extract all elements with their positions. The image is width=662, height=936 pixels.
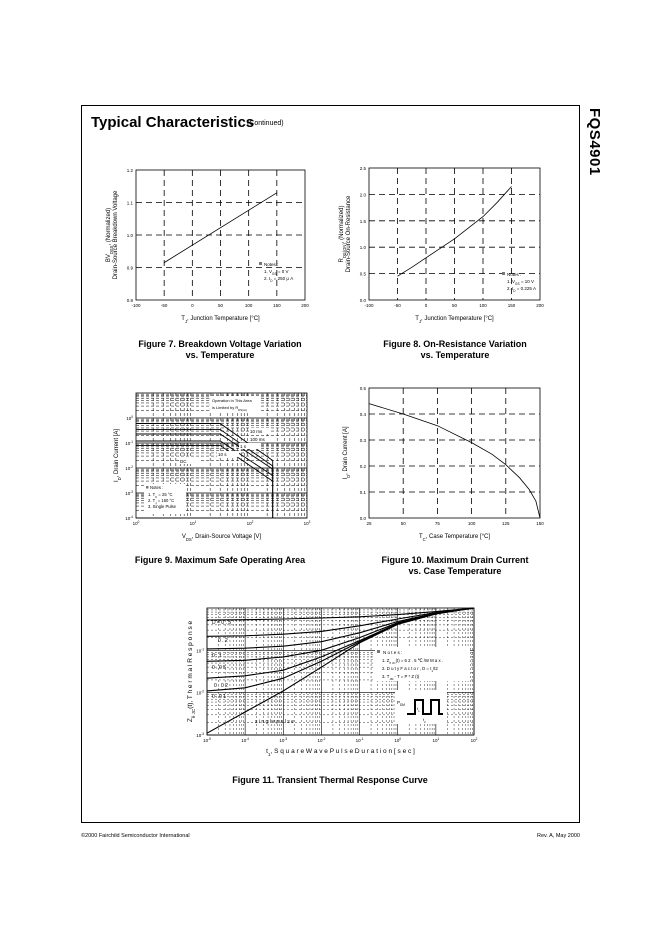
line-label: 10 ms — [250, 429, 263, 434]
figure-8-chart — [335, 160, 565, 340]
note-line: 2. D u t y F a c t o r , $D = t_1/t2$ — [382, 666, 438, 673]
note-line: 1. $Z_{\theta JC}(t) = 6$ 2 . 5 ℃ /W M a x . — [382, 658, 444, 665]
y-tick-label: 0.2 — [359, 464, 366, 469]
y-tick-label: $10^{-2}$ — [196, 689, 204, 696]
notes-heading: N o t e s : — [383, 650, 403, 655]
t2-label: $t_2$ — [423, 717, 426, 724]
y-tick-label: 0.0 — [359, 516, 366, 521]
y-tick-label: 1.5 — [359, 218, 366, 224]
y-tick-label: 0.4 — [359, 412, 366, 417]
y-tick-label: 0.5 — [359, 271, 366, 277]
x-tick-label: 50 — [451, 303, 458, 308]
y-tick-label: $10^{-3}$ — [196, 732, 204, 738]
notes-bullet — [259, 262, 262, 265]
x-tick-label: $10^1$ — [432, 737, 440, 743]
y-axis-label: $Z_{\theta JC}(t)$, T h e r m a l R e s p o n s e — [187, 620, 196, 723]
x-tick-label: 50 — [217, 303, 224, 308]
figure-8-caption — [345, 339, 565, 361]
note-line: 1. $T_C = 25$ °C — [148, 492, 173, 499]
y-tick-label: 0.0 — [359, 298, 366, 303]
x-tick-label: -100 — [364, 303, 374, 308]
x-tick-label: $10^0$ — [132, 520, 140, 526]
x-tick-label: $10^{-2}$ — [317, 737, 326, 743]
caption-line-1: Figure 9. Maximum Safe Operating Area — [134, 555, 306, 565]
x-tick-label: 50 — [400, 521, 406, 526]
x-tick-label: $10^{-4}$ — [241, 737, 250, 743]
series-line — [369, 404, 540, 518]
x-tick-label: -100 — [131, 303, 141, 308]
y-axis-label-line-1: $BV_{DSS}$, (Normalized) — [106, 207, 114, 263]
x-tick-label: 100 — [244, 303, 253, 308]
x-tick-label: 0 — [424, 303, 428, 308]
figure-11-caption — [200, 775, 460, 786]
caption-line-1: Figure 8. On-Resistance Variation — [383, 339, 527, 349]
x-tick-label: $10^{-3}$ — [279, 737, 288, 743]
y-tick-label: $10^{-1}$ — [196, 647, 204, 654]
x-axis-label: $T_J$, Junction Temperature [°C] — [415, 316, 494, 324]
caption-line-1: Figure 11. Transient Thermal Response Curve — [232, 775, 428, 785]
x-tick-label: 150 — [507, 303, 516, 308]
note-line: 3. Single Pulse — [148, 504, 176, 509]
y-axis-label: $I_D$, Drain Current [A] — [343, 426, 351, 480]
y-tick-label: 0.5 — [359, 386, 366, 391]
x-tick-label: 125 — [502, 521, 510, 526]
x-tick-label: $10^{-1}$ — [355, 737, 364, 743]
y-tick-label: 1.2 — [126, 168, 133, 173]
pdm-label: $P_{DM}$ — [397, 700, 405, 707]
y-axis-label-line-2: Drain-Source On-Resistance — [346, 195, 352, 273]
curve-label: 0 . 0 2 — [214, 683, 228, 689]
x-tick-label: 100 — [467, 521, 476, 526]
x-tick-label: $10^0$ — [394, 737, 402, 743]
x-tick-label: $10^{-5}$ — [203, 737, 211, 743]
x-tick-label: 200 — [536, 303, 544, 308]
note-line: 2. $I_D = 0.225$ A — [507, 286, 536, 293]
y-tick-label: 0.8 — [126, 298, 133, 303]
caption-line-2: vs. Temperature — [185, 350, 255, 360]
y-tick-label: 0.3 — [359, 438, 366, 443]
figure-7-caption — [110, 339, 330, 361]
caption-line-2: vs. Temperature — [420, 350, 490, 360]
line-label: DC — [180, 459, 187, 464]
x-tick-label: 150 — [536, 521, 544, 526]
caption-line-1: Figure 7. Breakdown Voltage Variation — [138, 339, 302, 349]
notes-bullet — [377, 650, 380, 653]
notes-heading: Notes : — [150, 485, 164, 490]
y-tick-label: $10^{-4}$ — [125, 515, 133, 521]
x-tick-label: $10^2$ — [470, 737, 478, 743]
x-tick-label: $10^3$ — [303, 520, 311, 526]
caption-line-1: Figure 10. Maximum Drain Current — [381, 555, 529, 565]
note-line: 2. $I_D = 250$ μ A — [264, 276, 294, 283]
caption-line-2: vs. Case Temperature — [408, 566, 502, 576]
footer-copyright: ©2000 Fairchild Semiconductor International — [81, 833, 190, 839]
figure-7-chart — [100, 160, 330, 340]
y-tick-label: $10^{-2}$ — [125, 465, 133, 471]
t1-label: $t_1$ — [417, 706, 420, 713]
continued-label: (Continued) — [247, 120, 284, 127]
figure-10-chart — [335, 380, 565, 545]
x-axis-label: $t_1$, S q u a r e W a v e P u l s e D u r a t i o n [ s e c ] — [266, 748, 415, 757]
y-tick-label: 1.1 — [126, 200, 133, 206]
notes-heading: Notes : — [264, 262, 279, 267]
x-tick-label: 0 — [191, 303, 194, 308]
y-axis-label: $I_D$, Drain Current [A] — [114, 428, 122, 483]
line-label: 10 s — [218, 452, 227, 457]
notes-bullet — [146, 486, 149, 489]
footer-revision: Rev. A, May 2000 — [536, 833, 580, 839]
note-line: 3. $T_{JM} - T = P$ * Z (t) — [382, 674, 420, 681]
plot-frame — [369, 388, 540, 518]
page-title: Typical Characteristics — [91, 114, 255, 131]
x-axis-label: $T_J$, Junction Temperature [°C] — [181, 316, 260, 324]
y-tick-label: $10^{-1}$ — [125, 440, 133, 446]
x-tick-label: 100 — [479, 303, 487, 308]
y-tick-label: 2.0 — [359, 192, 366, 198]
figure-9-chart — [100, 385, 330, 545]
part-number: FQS4901 — [586, 108, 603, 176]
y-tick-label: 1.0 — [359, 245, 366, 251]
curve-label: 0 . 2 — [218, 638, 228, 644]
y-tick-label: 1.0 — [126, 233, 133, 238]
y-tick-label: $10^{-3}$ — [125, 490, 133, 496]
line-label: 1 s — [240, 444, 247, 449]
curve-label: 0 . 0 5 — [212, 665, 226, 671]
curve-label: 0 . 1 — [212, 653, 222, 659]
notes-heading: Notes : — [507, 272, 522, 277]
curve-label: D = 0 . 5 — [212, 620, 232, 626]
line-label: 100 ms — [250, 437, 265, 442]
region-label-line-1: Operation in This Area — [212, 398, 252, 403]
note-line: 1. $V_{GS} = 0$ V — [264, 269, 289, 276]
curve-label: s i n g l e p u l s e — [255, 719, 294, 725]
region-label-line-2: is Limited by $R_{DS(on)}$ — [212, 405, 248, 412]
y-tick-label: $10^0$ — [126, 415, 133, 421]
notes-bullet — [502, 272, 505, 275]
x-tick-label: 150 — [273, 303, 281, 308]
x-tick-label: 25 — [366, 521, 372, 526]
y-tick-label: 0.1 — [359, 490, 366, 495]
figure-10-caption — [345, 555, 565, 577]
figure-9-caption — [110, 555, 330, 566]
note-line: 2. $T_J = 150$ °C — [148, 498, 175, 505]
y-axis-label-line-2: Drain-Source Breakdown Voltage — [113, 190, 119, 280]
curve-label: 0 . 0 1 — [212, 694, 226, 700]
note-line: 1. $V_{GS} = 10$ V — [507, 279, 534, 286]
y-axis-label-line-1: $R_{DS(ON)}$, (Normalized) — [339, 205, 347, 263]
y-tick-label: 0.9 — [126, 265, 133, 271]
figure-11-chart — [185, 600, 485, 765]
x-tick-label: 75 — [434, 521, 440, 526]
x-tick-label: $10^2$ — [246, 520, 254, 526]
x-tick-label: $10^1$ — [189, 520, 197, 526]
x-tick-label: -50 — [394, 303, 401, 308]
x-axis-label: $V_{DS}$, Drain-Source Voltage [V] — [181, 534, 262, 542]
y-tick-label: 2.5 — [359, 166, 366, 171]
x-axis-label: $T_C$, Case Temperature [°C] — [418, 534, 491, 542]
x-tick-label: 200 — [301, 303, 309, 308]
x-tick-label: -50 — [160, 303, 168, 308]
